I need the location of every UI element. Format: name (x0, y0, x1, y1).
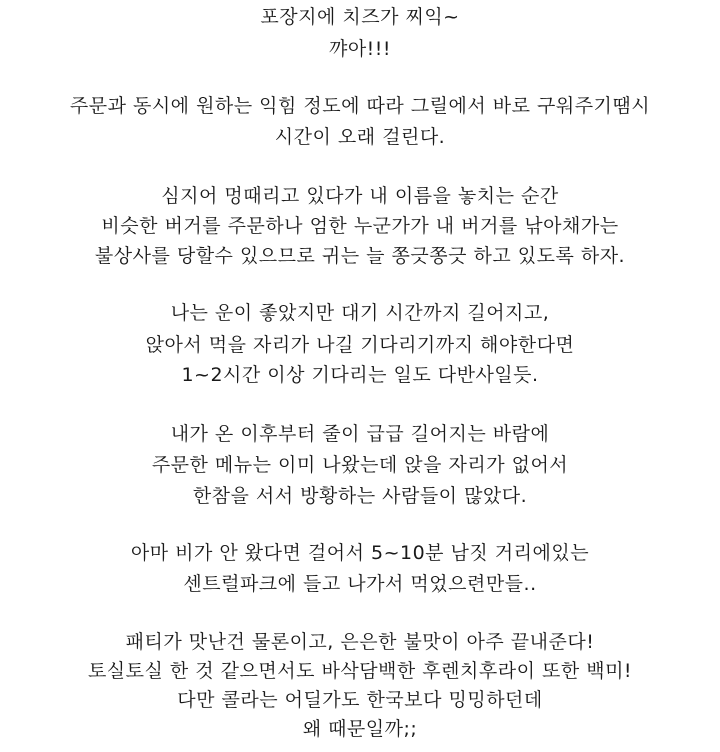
text-line: 다만 콜라는 어딜가도 한국보다 밍밍하던데 (177, 689, 543, 711)
text-line: 불상사를 당할수 있으므로 귀는 늘 쫑긋쫑긋 하고 있도록 하자. (94, 245, 626, 267)
text-line: 주문한 메뉴는 이미 나왔는데 앉을 자리가 없어서 (151, 454, 569, 476)
text-line: 심지어 멍때리고 있다가 내 이름을 놓치는 순간 (161, 185, 559, 207)
text-line: 센트럴파크에 들고 나가서 먹었으련만들.. (183, 573, 537, 595)
text-line: 내가 온 이후부터 줄이 급급 길어지는 바람에 (170, 423, 550, 445)
text-line: 왜 때문일까;; (302, 718, 418, 740)
text-line: 비슷한 버거를 주문하나 엄한 누군가가 내 버거를 낚아채가는 (101, 215, 619, 237)
text-line: 나는 운이 좋았지만 대기 시간까지 길어지고, (170, 302, 550, 324)
text-line: 주문과 동시에 원하는 익힘 정도에 따라 그릴에서 바로 구워주기땜시 (69, 95, 651, 117)
text-line: 꺄아!!! (328, 38, 392, 60)
text-line: 1~2시간 이상 기다리는 일도 다반사일듯. (181, 364, 539, 386)
text-line: 시간이 오래 걸린다. (274, 126, 446, 148)
text-line: 앉아서 먹을 자리가 나길 기다리기까지 해야한다면 (145, 334, 575, 356)
text-line: 토실토실 한 것 같으면서도 바삭담백한 후렌치후라이 또한 백미! (87, 660, 633, 682)
text-line: 아마 비가 안 왔다면 걸어서 5~10분 남짓 거리에있는 (130, 542, 590, 564)
text-line: 패티가 맛난건 물론이고, 은은한 불맛이 아주 끝내준다! (125, 631, 595, 653)
text-line: 포장지에 치즈가 찌익~ (260, 6, 460, 28)
text-line: 한참을 서서 방황하는 사람들이 많았다. (192, 485, 528, 507)
